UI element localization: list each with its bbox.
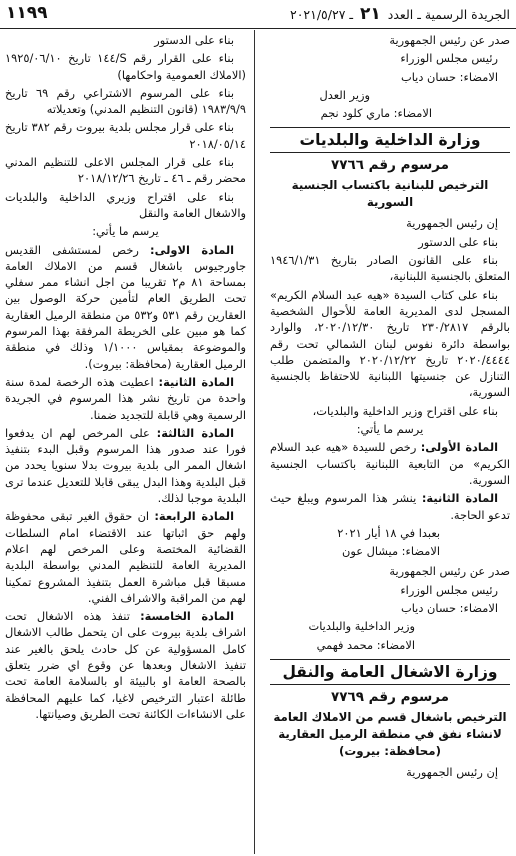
article-text: رخص للسيدة «هيه عبد السلام الكريم» من التابعية اللبنانية باكتساب الجنسية السورية.	[270, 440, 510, 487]
article-label: المادة الثانية:	[158, 374, 234, 389]
decree-district: (محافظة: بيروت)	[339, 743, 441, 758]
decree-date: بعبدا في ١٨ أيار ٢٠٢١	[337, 525, 440, 540]
article-3	[5, 425, 246, 506]
signer-name: الامضاء: حسان دياب	[400, 601, 498, 616]
minister-title: وزير العدل	[319, 87, 370, 102]
article-text: على المرخص لهم ان يدفعوا فورا عند صدور هذا المرسوم وقبل البدء بتنفيذ اشغال الممر الى بلدية بيروت بدلا سنويا يحدد من قبل البلدية وهذا البدل يبقى قابلا للتعديل عندما ترى البلدية موجبا لذلك.	[5, 425, 246, 506]
minister-signature: الامضاء: محمد فهمي	[316, 637, 415, 652]
ministry-heading: وزارة الداخلية والبلديات	[270, 127, 510, 153]
preamble-proposal: بناء على اقتراح وزير الداخلية والبلديات،	[312, 403, 498, 418]
article-4	[5, 508, 246, 606]
decree-number: مرسوم رقم ٧٧٦٦	[331, 157, 449, 174]
left-column	[5, 32, 246, 724]
article-text: ينشر هذا المرسوم ويبلغ حيث تدعو الحاجة.	[270, 491, 510, 522]
signer-title: رئيس مجلس الوزراء	[400, 582, 498, 597]
article-1	[5, 242, 246, 372]
article-label: المادة الرابعة:	[154, 509, 234, 524]
decree-number: مرسوم رقم ٧٧٦٩	[331, 688, 449, 705]
gazette-issue-line	[290, 4, 510, 24]
article-text: رخص لمستشفى القديس جاورجيوس باشغال قسم من الاملاك العامة بمساحة ٨١ م٢ تقريبا من اجل انشاء ممر سفلي تحت الطريق العام لتأمين حركة الوصول بين العقارين رقم ٥٣١ و٥٣٢ من منطقة الرميل العقارية كما هو مبين على الخريطة المرفقة بهذا المرسوم والموضوعة بمقياس ١/١٠٠٠ وذلك في منطقة الرميل العقارية (محافظة: بيروت).	[5, 242, 247, 371]
preamble-constitution: بناء على الدستور	[154, 33, 234, 47]
article-text: تنفذ هذه الاشغال تحت اشراف بلدية بيروت على ان يتحمل طالب الاشغال كامل المسؤولية عن كل حادث يلحق بالغير عند تنفيذ الاشغال وبعدها عن وقوع اي ضرر يتعلق بالصحة العامة او بالبيئة او بالسلامة العامة تحت طائلة اعتبار الترخيص لاغيا، كما عليهم المحافظة على الانشاءات الكائنة تحت الطريق وصيانتها.	[5, 609, 246, 721]
issue-date: ـ ٢٠٢١/٥/٢٧	[289, 7, 354, 22]
preamble-letter: بناء على كتاب السيدة «هيه عبد السلام الكريم» المسجل لدى المديرية العامة للأحوال الشخصية بالرقم ٢٣٠/٢٨١٧ تاريخ ٢٠٢٠/١٢/٣٠، والوارد بواسطة دائرة نفوس لبنان الشمالي تحت رقم ٢٠٢٠/٤٤٤٤ تاريخ ٢٠٢٠/١٢/٢٢ والمتضمن طلب التنازل عن جنسيتها اللبنانية للاحتفاظ بالجنسية السورية،	[270, 287, 511, 400]
right-column	[270, 32, 510, 782]
preamble-law: بناء على القانون الصادر بتاريخ ١٩٤٦/١/٣١ المتعلق بالجنسية اللبنانية،	[270, 253, 510, 284]
preamble-proposal: بناء على اقتراح وزيري الداخلية والبلديات والاشغال العامة والنقل	[5, 189, 246, 220]
article-2	[270, 490, 510, 523]
issued-by: صدر عن رئيس الجمهورية	[389, 564, 510, 579]
article-5	[5, 608, 246, 722]
issue-number: ٢١	[360, 4, 381, 24]
ministry-heading: وزارة الاشغال العامة والنقل	[270, 659, 510, 685]
preamble-president: إن رئيس الجمهورية	[406, 764, 498, 779]
issued-by: صدر عن رئيس الجمهورية	[389, 33, 510, 47]
preamble-constitution: بناء على الدستور	[418, 234, 498, 249]
decree-subject: الترخيص للبنانية باكتساب الجنسية السورية	[291, 178, 489, 210]
article-text: ان حقوق الغير تبقى محفوظة ولهم حق اثباتها عند الاقتضاء امام السلطات القضائية المختصة وعلى المرخص لهم اعلام المديرية العامة للتنظيم المدني بواسطة البلدية مسبقا قبل مباشرة العمل بتنفيذ المشروع تمكينا لهم من المراقبة والاشراف الفني.	[5, 509, 246, 605]
preamble-decree-law: بناء على المرسوم الاشتراعي رقم ٦٩ تاريخ ١٩٨٣/٩/٩ (قانون التنظيم المدني) وتعديلاته	[5, 85, 246, 117]
preamble-council-decision: بناء على قرار المجلس الاعلى للتنظيم المدني محضر رقم ـ ٤٦ ـ تاريخ ٢٠١٨/١٢/٢٦	[5, 155, 246, 186]
decree-enactment: يرسم ما يأتي:	[356, 422, 424, 437]
article-2	[5, 374, 246, 423]
article-label: المادة الاولى:	[150, 242, 235, 257]
signature-block-1	[270, 32, 510, 121]
article-1	[270, 439, 510, 488]
preamble-president: إن رئيس الجمهورية	[406, 216, 498, 231]
page-number: ١١٩٩	[6, 3, 48, 23]
article-label: المادة الأولى:	[420, 440, 498, 455]
signer-name: الامضاء: حسان دياب	[400, 69, 498, 84]
article-label: المادة الثالثة:	[156, 425, 234, 440]
decree-enactment: يرسم ما يأتي:	[92, 224, 159, 239]
preamble-municipal-decision: بناء على قرار مجلس بلدية بيروت رقم ٣٨٢ تاريخ ٢٠١٨/٠٥/١٤	[5, 120, 246, 151]
signature-block-2	[270, 563, 510, 652]
preamble-decision: بناء على القرار رقم S/١٤٤ تاريخ ١٩٢٥/٠٦/١٠ (الاملاك العمومية واحكامها)	[5, 51, 246, 82]
minister-title: وزير الداخلية والبلديات	[308, 619, 415, 634]
signer-title: رئيس مجلس الوزراء	[400, 51, 498, 66]
page-header	[0, 0, 516, 29]
minister-signature: الامضاء: ماري كلود نجم	[320, 106, 432, 121]
article-text: اعطيت هذه الرخصة لمدة سنة واحدة من تاريخ نشر هذا المرسوم في الجريدة الرسمية وهي قابلة للتجديد ضمنا.	[5, 374, 246, 422]
president-signature: الامضاء: ميشال عون	[341, 544, 440, 559]
article-label: المادة الثانية:	[421, 491, 498, 506]
decree-subject: الترخيص باشغال قسم من الاملاك العامة لانشاء نفق في منطقة الرميل العقارية	[273, 709, 507, 741]
article-label: المادة الخامسة:	[140, 609, 234, 624]
column-divider	[254, 30, 255, 854]
gazette-title: الجريدة الرسمية ـ العدد	[387, 7, 510, 22]
